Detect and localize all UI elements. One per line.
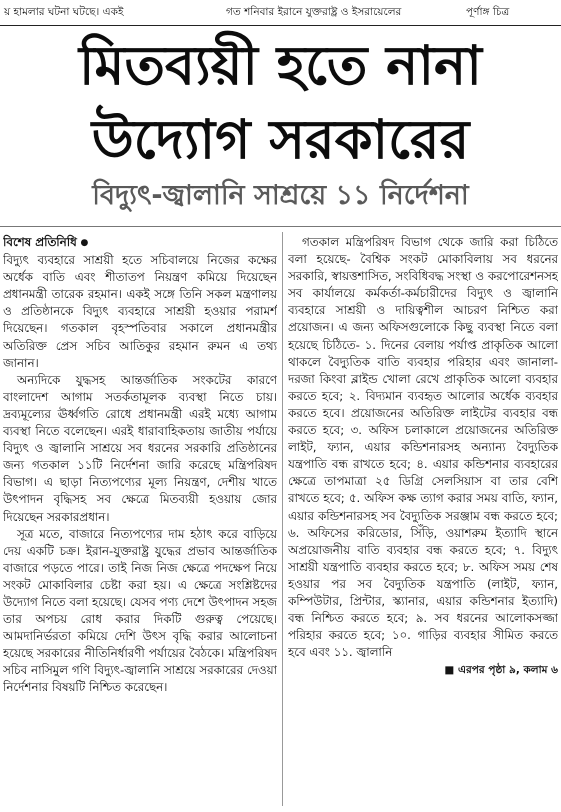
article-column-left (3, 234, 277, 806)
top-rule (0, 25, 561, 26)
top-strip (0, 0, 561, 24)
top-strip-right-text: পূর্ণাঙ্গ চিত্র (466, 6, 510, 18)
paragraph: অন্যদিকে যুদ্ধসহ আন্তর্জাতিক সংকটের কারণে বাংলাদেশ আগাম সতর্কতামূলক ব্যবস্থা নিতে চায়। দ্রব্যমূল্যের ঊর্ধ্বগতি রোধে প্রধানমন্ত্রী এরই মধ্যে আগাম ব্যবস্থা নিতে বলেছেন। এরই ধারাবাহিকতায় জাতীয় পর্যায়ে বিদ্যুৎ ও জ্বালানি সাশ্রয়ে সব ধরনের সরকারি প্রতিষ্ঠানের জন্য গতকাল ১১টি নির্দেশনা জারি করেছে মন্ত্রিপরিষদ বিভাগ। এ ছাড়া নিত্যপণ্যের মূল্য নিয়ন্ত্রণ, দেশীয় খাতে উৎপাদন বৃদ্ধিসহ সব ক্ষেত্রে মিতব্যয়ী হওয়ায় জোর দিয়েছেন সরকারপ্রধান। (3, 372, 277, 524)
headline-line-2: উদ্যোগ সরকারের (91, 107, 470, 171)
top-strip-center-text: গত শনিবার ইরানে যুক্তরাষ্ট্র ও ইসরায়েলের (226, 6, 402, 18)
byline-bullet: ● (80, 238, 89, 248)
paragraph: সূত্র মতে, বাজারে নিত্যপণ্যের দাম হঠাৎ করে বাড়িয়ে দেয় একটি চক্র। ইরান-যুক্তরাষ্ট্র যুদ্ধের প্রভাব আন্তর্জাতিক বাজারে পড়তে পারে। তাই নিজ নিজ ক্ষেত্রে পদক্ষেপ নিয়ে সংকট মোকাবিলার চেষ্টা করা হয়। এ ক্ষেত্রে সংশ্লিষ্টদের উদ্যোগ নিতে বলা হয়েছে। যেসব পণ্য দেশে উৎপাদন সহজ তার অপচয় রোধ করার দিকটি গুরুত্ব পেয়েছে। আমদানির্ভরতা কমিয়ে দেশি উৎস বৃদ্ধি করার আলোচনা হয়েছে সরকারের নীতিনির্ধারণী পর্যায়ের বৈঠকে। মন্ত্রিপরিষদ সচিব নাসিমুল গণি বিদ্যুৎ-জ্বালানি সাশ্রয়ে সরকারের দেওয়া নির্দেশনার বিষয়টি নিশ্চিত করেছেন। (3, 526, 277, 695)
subheadline: বিদ্যুৎ-জ্বালানি সাশ্রয়ে ১১ নির্দেশনা (92, 180, 469, 211)
top-strip-left-text: য় হামলার ঘটনা ঘটছে। একই (4, 6, 124, 18)
headline-line-1: মিতব্যয়ী হতে নানা (79, 33, 482, 97)
byline-paragraph (3, 234, 277, 372)
column-divider (282, 232, 283, 806)
byline: বিশেষ প্রতিনিধি (3, 235, 77, 249)
jump-marker-icon: ■ (444, 664, 455, 677)
continuation-line[interactable] (288, 661, 558, 679)
article-column-right (288, 234, 558, 806)
subhead-rule (0, 226, 561, 227)
paragraph: গতকাল মন্ত্রিপরিষদ বিভাগ থেকে জারি করা চিঠিতে বলা হয়েছে- বৈশ্বিক সংকট মোকাবিলায় সব ধরনের সরকারি, স্বায়ত্তশাসিত, সংবিধিবদ্ধ সংস্থা ও করপোরেশনসহ সব কার্যালয়ে কর্মকর্তা-কর্মচারীদের বিদ্যুৎ ও জ্বালানি ব্যবহারে সাশ্রয়ী ও দায়িত্বশীল আচরণ নিশ্চিত করা প্রয়োজন। এ জন্য অফিসগুলোকে কিছু ব্যবস্থা নিতে বলা হয়েছে চিঠিতে- ১. দিনের বেলায় পর্যাপ্ত প্রাকৃতিক আলো থাকলে বৈদ্যুতিক বাতি ব্যবহার পরিহার এবং জানালা-দরজা কিংবা ব্লাইন্ড খোলা রেখে প্রাকৃতিক আলো ব্যবহার করতে হবে; ২. বিদ্যমান ব্যবহৃত আলোর অর্ধেক ব্যবহার করতে হবে। প্রয়োজনের অতিরিক্ত লাইটের ব্যবহার বন্ধ করতে হবে; ৩. অফিস চলাকালে প্রয়োজনের অতিরিক্ত লাইট, ফ্যান, এয়ার কন্ডিশনারসহ অন্যান্য বৈদ্যুতিক যন্ত্রপাতি বন্ধ রাখতে হবে; ৪. এয়ার কন্ডিশনার ব্যবহারের ক্ষেত্রে তাপমাত্রা ২৫ ডিগ্রি সেলসিয়াস বা তার বেশি রাখতে হবে; ৫. অফিস কক্ষ ত্যাগ করার সময় বাতি, ফ্যান, এয়ার কন্ডিশনারসহ সব বৈদ্যুতিক সরঞ্জাম বন্ধ করতে হবে; ৬. অফিসের করিডোর, সিঁড়ি, ওয়াশরুম ইত্যাদি স্থানে অপ্রয়োজনীয় বাতি ব্যবহার বন্ধ করতে হবে; ৭. বিদ্যুৎ সাশ্রয়ী যন্ত্রপাতি ব্যবহার করতে হবে; ৮. অফিস সময় শেষ হওয়ার পর সব বৈদ্যুতিক যন্ত্রপাতি (লাইট, ফ্যান, কম্পিউটার, প্রিন্টার, স্ক্যানার, এয়ার কন্ডিশনার ইত্যাদি) বন্ধ নিশ্চিত করতে হবে; ৯. সব ধরনের আলোকসজ্জা পরিহার করতে হবে; ১০. গাড়ির ব্যবহার সীমিত করতে হবে এবং ১১. জ্বালানি (288, 235, 558, 660)
paragraph: বিদ্যুৎ ব্যবহারে সাশ্রয়ী হতে সচিবালয়ে নিজের কক্ষের অর্ধেক বাতি এবং শীতাতপ নিয়ন্ত্রণ কমিয়ে দিয়েছেন প্রধানমন্ত্রী তারেক রহমান। একই সঙ্গে তিনি সকল মন্ত্রণালয় ও প্রতিষ্ঠানকে বিদ্যুৎ ব্যবহারে সাশ্রয়ী হওয়ার পরামর্শ দিয়েছেন। গতকাল বৃহস্পতিবার সকালে প্রধানমন্ত্রীর অতিরিক্ত প্রেস সচিব আতিকুর রহমান রুমন এ তথ্য জানান। (3, 253, 277, 370)
continuation-link[interactable]: এরপর পৃষ্ঠা ৯, কলাম ৬ (458, 664, 558, 677)
